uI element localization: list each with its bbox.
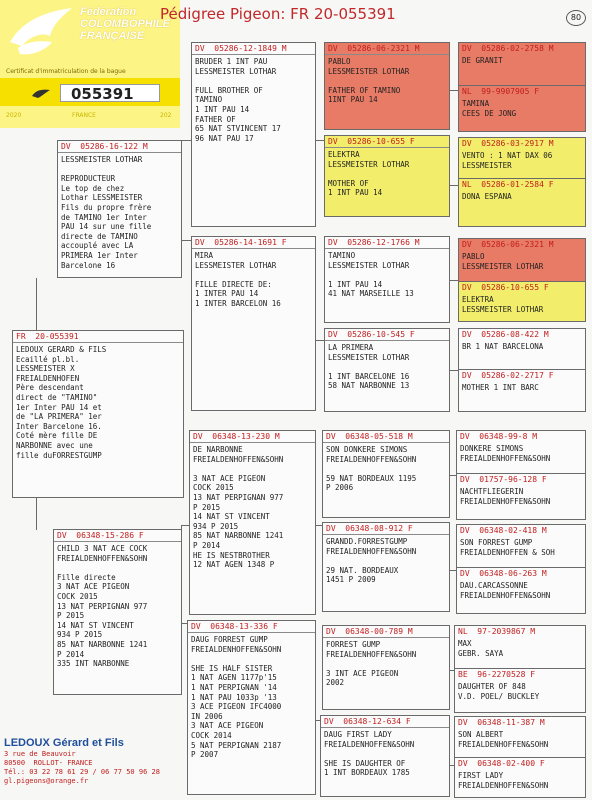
certificate-label: Certificat d'immatriculation de la bague [6, 68, 126, 75]
pigeon-notes: TAMINO LESSMEISTER LOTHAR 1 INT PAU 14 41 NAT MARSEILLE 13 [328, 251, 414, 299]
dam-box [53, 529, 182, 695]
ring-id: DV 05286-14-1691 F [192, 237, 315, 249]
dss-box [322, 430, 450, 518]
connector-line [315, 140, 324, 141]
connector-line [449, 185, 458, 186]
ring-id: DV 05286-02-2717 F [462, 371, 554, 380]
connector-line [315, 340, 324, 341]
g4-pair-8 [454, 716, 586, 798]
owner-address-1: 3 rue de Beauvoir [4, 750, 76, 758]
g4-pair-3 [458, 238, 586, 322]
g4-pair-1 [458, 42, 586, 132]
ring-id: DV 05286-10-655 F [462, 283, 549, 292]
pigeon-notes: PABLO LESSMEISTER LOTHAR FATHER OF TAMINO 1INT PAU 14 [328, 57, 410, 105]
pigeon-notes: DONKERE SIMONS FREIALDENHOFFEN&SOHN [460, 444, 551, 463]
sds-box [324, 236, 450, 323]
ring-id: DV 05286-12-1766 M [325, 237, 449, 249]
connector-line [449, 280, 458, 281]
ring-id: DV 05286-03-2917 M [462, 139, 554, 148]
ring-year: 2020 [6, 112, 22, 119]
pigeon-notes: PABLO LESSMEISTER LOTHAR [462, 252, 544, 271]
connector-line [36, 497, 37, 530]
pigeon-notes: DAUGHTER OF 848 V.D. POEL/ BUCKLEY [458, 682, 540, 701]
pigeon-notes: SON ALBERT FREIALDENHOFFEN&SOHN [458, 730, 549, 749]
owner-info [4, 737, 204, 786]
ring-id: BE 96-2270528 F [458, 670, 536, 679]
ring-id: DV 06348-15-286 F [54, 530, 181, 542]
ring-id: DV 05286-10-655 F [325, 136, 449, 148]
owner-name: LEDOUX Gérard et Fils [4, 737, 124, 749]
dove-logo-icon [2, 2, 82, 70]
pigeon-notes: VENTO : 1 NAT DAX 06 LESSMEISTER [462, 151, 553, 170]
owner-email: gl.pigeons@orange.fr [4, 777, 89, 785]
g4-pair-5 [456, 430, 586, 520]
ring-id: DV 06348-99-8 M [460, 432, 538, 441]
owner-phone: Tél.: 03 22 78 61 29 / 06 77 50 96 28 [4, 768, 160, 776]
pigeon-notes: SON DONKERE SIMONS FREIALDENHOFFEN&SOHN 59 NAT BORDEAUX 1195 P 2006 [326, 445, 417, 493]
pigeon-notes: DAUG FIRST LADY FREIALDENHOFFEN&SOHN SHE IS DAUGHTER OF 1 INT BORDEAUX 1785 [324, 730, 415, 778]
ssd-box [324, 135, 450, 217]
ring-id: DV 06348-08-912 F [323, 523, 449, 535]
federation-card [0, 0, 180, 128]
ring-id: DV 06348-00-789 M [323, 626, 449, 638]
pigeon-notes: BR 1 NAT BARCELONA [462, 342, 544, 351]
pigeon-notes: ELEKTRA LESSMEISTER LOTHAR MOTHER OF 1 INT PAU 14 [328, 150, 410, 198]
ring-country: FRANCE [72, 112, 96, 119]
connector-line [36, 278, 37, 330]
g4-pair-4 [458, 328, 586, 412]
ring-id: DV 06348-02-418 M [460, 526, 547, 535]
ring-id: DV 06348-12-634 F [321, 716, 449, 728]
sire-sire-box [191, 42, 316, 227]
g4-pair-6 [456, 524, 586, 614]
ring-id: DV 05286-10-545 F [325, 329, 449, 341]
pigeon-notes: NACHTFLIEGERIN FREIALDENHOFFEN&SOHN [460, 487, 551, 506]
ring-id: DV 06348-13-230 M [190, 431, 315, 443]
ring-id: DV 05286-08-422 M [462, 330, 549, 339]
pigeon-notes: GRANDD.FORRESTGUMP FREIALDENHOFFEN&SOHN 29 NAT. BORDEAUX 1451 P 2009 [326, 537, 417, 585]
pigeon-notes: FORREST GUMP FREIALDENHOFFEN&SOHN 3 INT ACE PIGEON 2002 [326, 640, 417, 688]
federation-name: Fédération COLOMBOPHILE FRANÇAISE [80, 6, 170, 42]
pigeon-notes: MOTHER 1 INT BARC [462, 383, 539, 392]
sire-box [57, 140, 182, 278]
connector-line [449, 370, 458, 371]
ring-id: NL 97-2039867 M [458, 627, 536, 636]
dam-sire-box [189, 430, 316, 615]
pigeon-notes: DE NARBONNE FREIALDENHOFFEN&SOHN 3 NAT ACE PIGEON COCK 2015 13 NAT PERPIGNAN 977 P 2015 14 NAT ST VINCENT 934 P 2015 85 NAT NARBONNE 1241 P 2014 HE IS NESTBROTHER 12 NAT AGEN 1348 P [193, 445, 284, 570]
ring-id: DV 06348-02-400 F [458, 759, 545, 768]
pigeon-notes: MIRA LESSMEISTER LOTHAR FILLE DIRECTE DE: 1 INTER PAU 14 1 INTER BARCELON 16 [195, 251, 281, 308]
page-number: 80 [566, 10, 586, 26]
pigeon-notes: FIRST LADY FREIALDENHOFFEN&SOHN [458, 771, 549, 790]
ring-id: DV 01757-96-128 F [460, 475, 547, 484]
ddd-box [320, 715, 450, 797]
g4-pair-7 [454, 625, 586, 713]
pigeon-notes: LEDOUX GERARD & FILS Ecaillé pl.bl. LESSMEISTER X FREIALDENHOFEN Père descendant direct de "TAMINO" 1er Inter PAU 14 et de "LA PRIMERA" 1er Inter Barcelone 16. Coté mère fille DE NARBONNE avec une fille duFORRESTGUMP [16, 345, 107, 460]
pigeon-notes: CHILD 3 NAT ACE COCK FREIALDENHOFFEN&SOHN Fille directe 3 NAT ACE PIGEON COCK 2015 13 NAT PERPIGNAN 977 P 2015 14 NAT ST VINCENT 934 P 2015 85 NAT NARBONNE 1241 P 2014 335 INT NARBONNE [57, 544, 148, 669]
pigeon-notes: DAU.CARCASSONNE FREIALDENHOFFEN&SOHN [460, 581, 551, 600]
ring-id: DV 06348-13-336 F [188, 621, 315, 633]
ring-pigeon-icon [30, 86, 52, 100]
sire-dam-box [191, 236, 316, 411]
dds-box [322, 625, 450, 710]
ring-id: DV 06348-05-518 M [323, 431, 449, 443]
page-title: Pédigree Pigeon: FR 20-055391 [160, 5, 396, 23]
pigeon-notes: MAX GEBR. SAYA [458, 639, 504, 658]
pigeon-notes: SON FORREST GUMP FREIALDENHOFFEN & SOH [460, 538, 555, 557]
ring-number: 055391 [60, 84, 160, 102]
pigeon-notes: DAUG FORREST GUMP FREIALDENHOFFEN&SOHN SHE IS HALF SISTER 1 NAT AGEN 1177p'15 1 NAT PERPIGNAN '14 1 NAT PAU 1033p '13 3 ACE PIGEON IFC4000 IN 2006 3 NAT ACE PIGEON COCK 2014 5 NAT PERPIGNAN 2187 P 2007 [191, 635, 282, 760]
ring-year-right: 202 [160, 112, 172, 119]
g4-pair-2 [458, 137, 586, 227]
dam-dam-box [187, 620, 316, 795]
pigeon-notes: DE GRANIT [462, 56, 503, 65]
owner-address-2: 80500 ROLLOT- FRANCE [4, 759, 93, 767]
sdd-box [324, 328, 450, 412]
connector-line [449, 90, 458, 91]
pigeon-notes: TAMINA CEES DE JONG [462, 99, 517, 118]
ring-id: DV 05286-06-2321 M [325, 43, 449, 55]
pigeon-notes: LESSMEISTER LOTHAR REPRODUCTEUR Le top de chez Lothar LESSMEISTER Fils du propre frère de TAMINO 1er Inter PAU 14 sur une fille directe de TAMINO accouplé avec LA PRIMERA 1er Inter Barcelone 16 [61, 155, 152, 270]
pigeon-notes: DONA ESPANA [462, 192, 512, 201]
ring-id: DV 05286-02-2758 M [462, 44, 554, 53]
pigeon-notes: ELEKTRA LESSMEISTER LOTHAR [462, 295, 544, 314]
ring-id: DV 05286-16-122 M [58, 141, 181, 153]
dsd-box [322, 522, 450, 612]
pigeon-notes: BRUDER 1 INT PAU LESSMEISTER LOTHAR FULL BROTHER OF TAMINO 1 INT PAU 14 FATHER OF 65 NAT STVINCENT 17 96 NAT PAU 17 [195, 57, 281, 143]
ring-id: DV 06348-06-263 M [460, 569, 547, 578]
ring-id: FR 20-055391 [13, 331, 183, 343]
subject-pigeon-box [12, 330, 184, 498]
ring-id: NL 99-9907905 F [462, 87, 540, 96]
pigeon-notes: LA PRIMERA LESSMEISTER LOTHAR 1 INT BARCELONE 16 58 NAT NARBONNE 13 [328, 343, 410, 391]
ring-id: DV 05286-06-2321 M [462, 240, 554, 249]
sss-box [324, 42, 450, 130]
ring-id: DV 05286-12-1849 M [192, 43, 315, 55]
ring-id: DV 06348-11-387 M [458, 718, 545, 727]
ring-id: NL 05286-01-2584 F [462, 180, 554, 189]
